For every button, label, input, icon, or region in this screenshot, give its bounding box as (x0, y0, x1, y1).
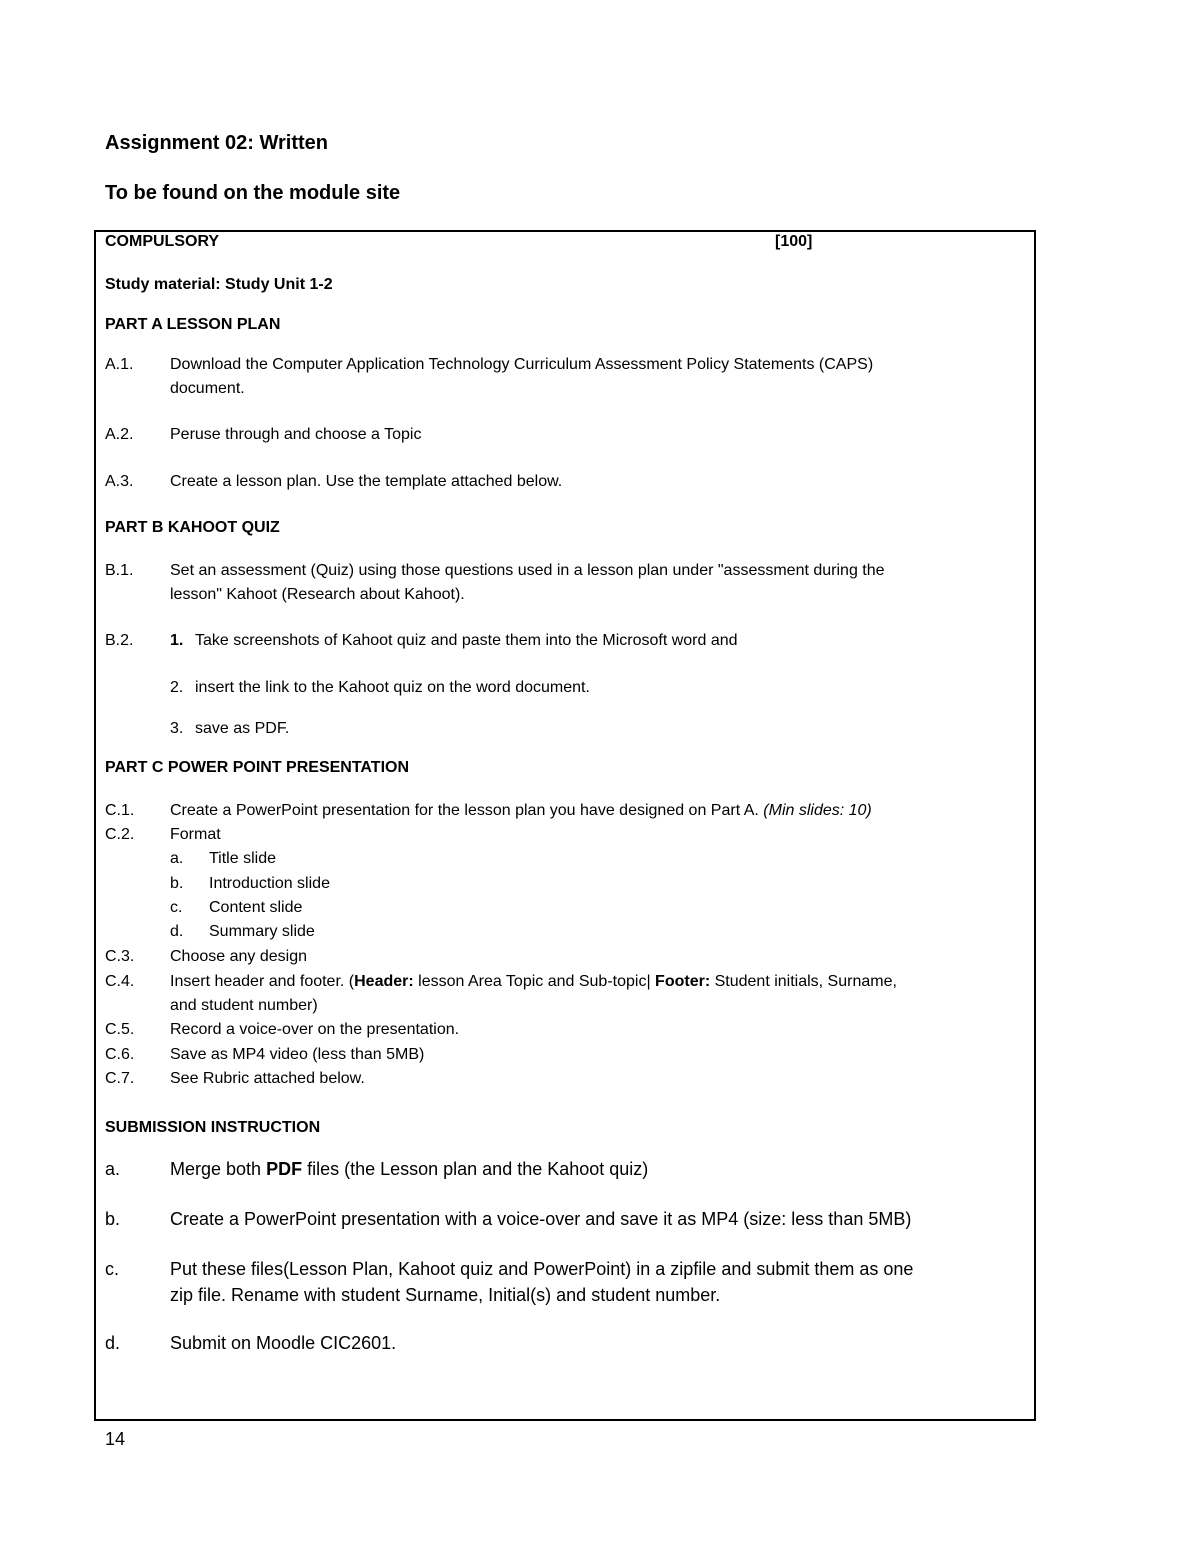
item-number: C.3. (105, 948, 135, 965)
sub-letter: c. (170, 899, 183, 916)
submission-letter: b. (105, 1209, 121, 1229)
item-text: Peruse through and choose a Topic (170, 426, 422, 443)
item-number: C.1. (105, 802, 135, 819)
c1-text: Create a PowerPoint presentation for the lesson plan you have designed on Part A. (170, 802, 759, 819)
submission-letter: c. (105, 1259, 120, 1279)
step-number: 2. (170, 679, 184, 696)
step-text: Take screenshots of Kahoot quiz and paste them into the Microsoft word and (195, 632, 738, 649)
sa-pre: Merge both (170, 1159, 267, 1179)
assignment-box (94, 230, 1036, 1421)
sa-bold: PDF (266, 1159, 303, 1179)
c1-note: (Min slides: 10) (763, 802, 872, 819)
item-number: C.2. (105, 826, 135, 843)
total-marks: [100] (775, 233, 813, 250)
c4-pre: Insert header and footer. ( (170, 973, 355, 990)
sa-post: files (the Lesson plan and the Kahoot quiz) (302, 1159, 649, 1179)
part-a-heading: PART A LESSON PLAN (105, 316, 281, 333)
item-text: Choose any design (170, 948, 307, 965)
item-text: and student number) (170, 997, 318, 1014)
item-text: Record a voice-over on the presentation. (170, 1021, 460, 1038)
submission-text (170, 1160, 648, 1178)
part-b-heading: PART B KAHOOT QUIZ (105, 519, 280, 536)
item-number: C.4. (105, 973, 135, 990)
item-text: Download the Computer Application Technology Curriculum Assessment Policy Statements (CAPS) (170, 356, 874, 373)
part-c-heading: PART C POWER POINT PRESENTATION (105, 759, 410, 776)
study-material: Study material: Study Unit 1-2 (105, 276, 333, 293)
item-number: A.3. (105, 473, 134, 490)
item-text: Set an assessment (Quiz) using those questions used in a lesson plan under "assessment during the (170, 562, 885, 579)
item-text: Save as MP4 video (less than 5MB) (170, 1046, 425, 1063)
item-text (170, 974, 897, 990)
step-number: 3. (170, 720, 184, 737)
header-label: Header: (354, 973, 414, 990)
step-text: save as PDF. (195, 720, 290, 737)
item-text (170, 803, 872, 819)
sub-letter: a. (170, 850, 184, 867)
item-number: A.2. (105, 426, 134, 443)
submission-text: zip file. Rename with student Surname, Initial(s) and student number. (170, 1285, 721, 1305)
item-text: lesson" Kahoot (Research about Kahoot). (170, 586, 465, 603)
sub-letter: d. (170, 923, 184, 940)
submission-letter: a. (105, 1159, 121, 1179)
sub-text: Summary slide (209, 923, 315, 940)
item-text: See Rubric attached below. (170, 1070, 365, 1087)
c4-post: Student initials, Surname, (710, 973, 897, 990)
page-number: 14 (105, 1429, 126, 1449)
item-number: B.1. (105, 562, 134, 579)
item-text: Format (170, 826, 221, 843)
step-text: insert the link to the Kahoot quiz on the word document. (195, 679, 590, 696)
submission-text: Put these files(Lesson Plan, Kahoot quiz and PowerPoint) in a zipfile and submit them as one (170, 1259, 914, 1279)
submission-text: Submit on Moodle CIC2601. (170, 1333, 397, 1353)
item-text: Create a lesson plan. Use the template attached below. (170, 473, 563, 490)
submission-letter: d. (105, 1333, 121, 1353)
item-number: A.1. (105, 356, 134, 373)
sub-letter: b. (170, 875, 184, 892)
submission-text: Create a PowerPoint presentation with a voice-over and save it as MP4 (size: less than 5MB) (170, 1209, 912, 1229)
item-number: B.2. (105, 632, 134, 649)
item-number: C.5. (105, 1021, 135, 1038)
item-number: C.7. (105, 1070, 135, 1087)
submission-heading: SUBMISSION INSTRUCTION (105, 1119, 321, 1136)
item-text: document. (170, 380, 245, 397)
item-number: C.6. (105, 1046, 135, 1063)
assignment-title: Assignment 02: Written (105, 132, 328, 154)
c4-mid: lesson Area Topic and Sub-topic| (413, 973, 656, 990)
sub-text: Introduction slide (209, 875, 330, 892)
sub-text: Title slide (209, 850, 276, 867)
compulsory-label: COMPULSORY (105, 233, 220, 250)
step-number: 1. (170, 632, 184, 649)
sub-text: Content slide (209, 899, 303, 916)
assignment-subtitle: To be found on the module site (105, 182, 401, 204)
footer-label: Footer: (655, 973, 711, 990)
